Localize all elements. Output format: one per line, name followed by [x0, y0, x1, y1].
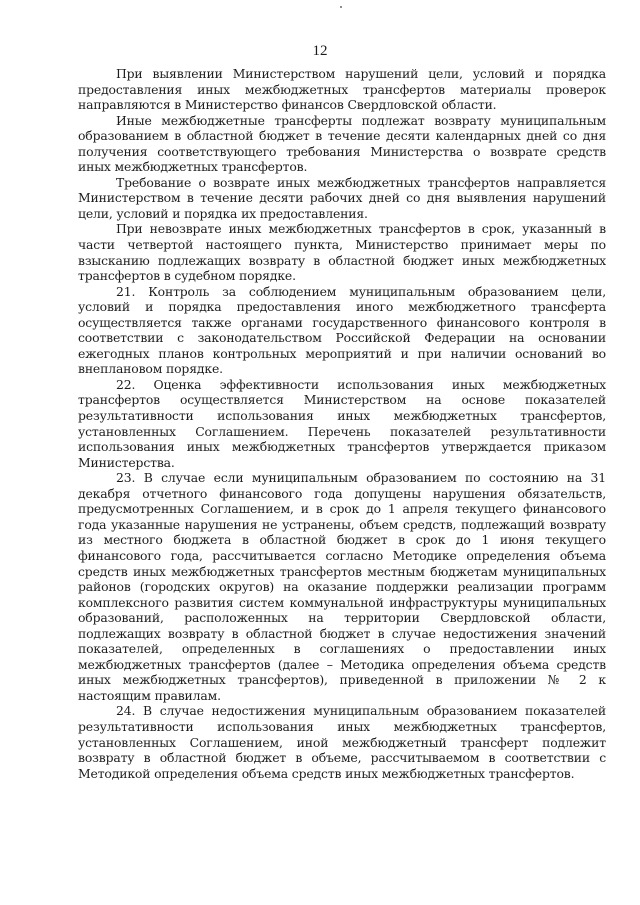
paragraph-clause-21: 21. Контроль за соблюдением муниципальным образованием цели, условий и порядка предоставления иного межбюджетного трансферта осуществляется также органами государственного финансового контроля в соответствии с законодательством Российской Федерации на основании ежегодных планов контрольных мероприятий и при наличии оснований во внеплановом порядке.: [78, 283, 606, 377]
document-body: [78, 66, 606, 781]
paragraph-clause-24: 24. В случае недостижения муниципальным образованием показателей результативности использования иных межбюджетных трансфертов, установленных Соглашением, иной межбюджетный трансферт подлежит возврату в областной бюджет в объеме, рассчитываемом в соответствии с Методикой определения объема средств иных межбюджетных трансфертов.: [78, 703, 606, 781]
page-number: 12: [312, 43, 328, 59]
paragraph-violations-referral: При выявлении Министерством нарушений цели, условий и порядка предоставления иных межбюджетных трансфертов материалы проверок направляются в Министерство финансов Свердловской области.: [78, 66, 606, 113]
paragraph-judicial-recovery: При невозврате иных межбюджетных трансфертов в срок, указанный в части четвертой настоящего пункта, Министерство принимает меры по взысканию подлежащих возврату в областной бюджет иных межбюджетных трансфертов в судебном порядке.: [78, 221, 606, 284]
paragraph-clause-23: 23. В случае если муниципальным образованием по состоянию на 31 декабря отчетного финансового года допущены нарушения обязательств, предусмотренных Соглашением, и в срок до 1 апреля текущего финансового года указанные нарушения не устранены, объем средств, подлежащий возврату из местного бюджета в областной бюджет в срок до 1 июня текущего финансового года, рассчитывается согласно Методике определения объема средств иных межбюджетных трансфертов местным бюджетам муниципальных районов (городских округов) на оказание поддержки реализации программ комплексного развития систем коммунальной инфраструктуры муниципальных образований, расположенных на территории Свердловской области, подлежащих возврату в областной бюджет в случае недостижения значений показателей, определенных в соглашениях о предоставлении иных межбюджетных трансфертов (далее – Методика определения объема средств иных межбюджетных трансфертов), приведенной в приложении № 2 к настоящим правилам.: [78, 470, 606, 703]
paragraph-clause-22: 22. Оценка эффективности использования иных межбюджетных трансфертов осуществляется Министерством на основе показателей результативности использования иных межбюджетных трансфертов, установленных Соглашением. Перечень показателей результативности использования иных межбюджетных трансфертов утверждается приказом Министерства.: [78, 376, 606, 470]
paragraph-refund-deadline: Иные межбюджетные трансферты подлежат возврату муниципальным образованием в областной бюджет в течение десяти календарных дней со дня получения соответствующего требования Министерства о возврате средств иных межбюджетных трансфертов.: [78, 112, 606, 175]
paragraph-refund-request: Требование о возврате иных межбюджетных трансфертов направляется Министерством в течение десяти рабочих дней со дня выявления нарушений цели, условий и порядка их предоставления.: [78, 174, 606, 221]
scan-speck: [340, 6, 342, 8]
